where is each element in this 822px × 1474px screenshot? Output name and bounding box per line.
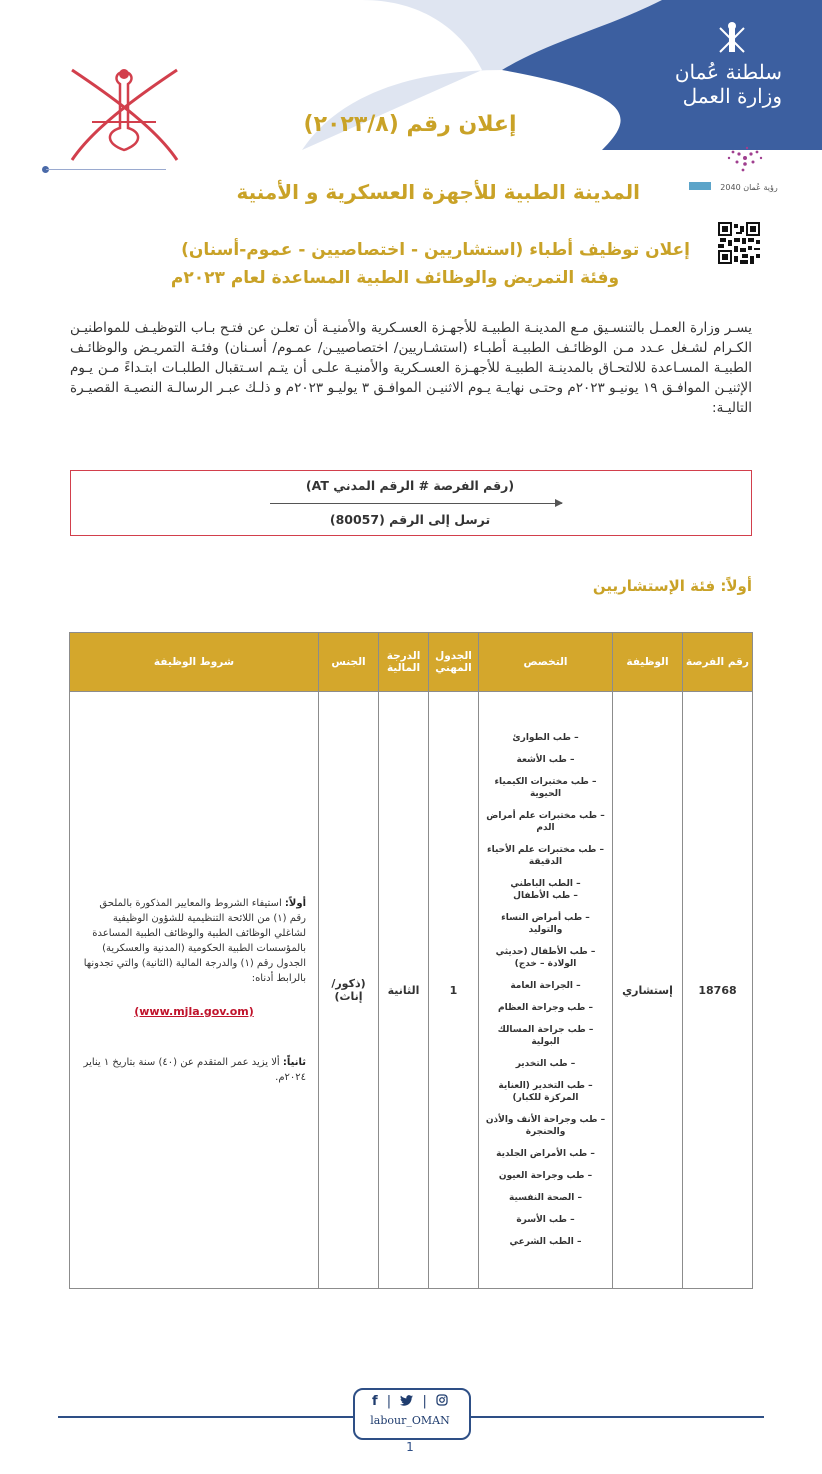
section-title: أولاً: فئة الإستشاريين <box>592 577 752 595</box>
decorative-line <box>46 169 166 170</box>
announcement-subtitle-line1: إعلان توظيف أطباء (استشاريين - اختصاصيين - عموم-أسنان) <box>181 240 690 260</box>
cell-opportunity-no: 18768 <box>683 692 753 1289</box>
condition-1 <box>82 896 306 986</box>
footer-divider-right <box>468 1416 764 1418</box>
separator: | <box>422 1394 427 1409</box>
vision-logo-label: رؤية عُمان 2040 <box>720 183 778 192</box>
page-number: 1 <box>406 1440 414 1454</box>
table-row <box>70 692 753 1289</box>
intro-paragraph: يسـر وزارة العمـل بالتنسـيق مـع المدينـة الطبيـة للأجهـزة العسـكرية والأمنيـة أن تعلـن عن فتـح بـاب التوظيـف للمواطنيـن الكـرام لشـغل عـدد مـن الوظائـف الطبيـة أطبـاء (استشـاريين/ اختصاصييـن/ عمـوم/ أسـنان) وفئـة التمريـض والوظائـف الطبيـة المسـاعدة للالتحـاق بالمدينـة الطبيـة للأجهـزة العسـكرية والأمنيـة علـى أن يتـم اسـتقبال الطلبـات ابتـداءً مـن يـوم الإثنيـن الموافـق ١٩ يونيـو ٢٠٢٣م وحتـى نهايـة يـوم الاثنيـن الموافـق ٣ يوليـو ٢٠٢٣م و ذلـك عبـر الرسالـة النصيـة القصيـرة التاليـة: <box>70 320 753 416</box>
specialty-item: – طب الأمراض الجلدية <box>496 1149 595 1159</box>
jobs-table <box>69 632 753 1289</box>
organization-title: المدينة الطبية للأجهزة العسكرية و الأمنية <box>236 180 640 204</box>
header-specialty: التخصص <box>479 633 613 692</box>
table-header-row <box>70 633 753 692</box>
header-grade-table: الجدول المهني <box>429 633 479 692</box>
announcement-title: إعلان رقم (٢٠٢٣/٨) <box>303 112 517 137</box>
specialty-item: – طب التخدير <box>515 1059 576 1069</box>
specialty-item: – طب الأطفال (حديثي الولادة – خدج) <box>495 947 596 969</box>
header-position: الوظيفة <box>613 633 683 692</box>
oman-national-emblem-icon <box>62 60 187 170</box>
specialty-item: – الطب الباطني <box>510 879 581 889</box>
specialty-item: – طب الطوارئ <box>512 733 579 743</box>
cell-specialties <box>479 692 613 1289</box>
qr-code-icon[interactable] <box>718 222 760 264</box>
ministry-name-line1: سلطنة عُمان <box>674 60 782 84</box>
ministry-name-line2: وزارة العمل <box>682 84 782 108</box>
specialty-item: – الصحة النفسية <box>509 1193 582 1203</box>
cell-financial-grade: الثانية <box>379 692 429 1289</box>
header-gender: الجنس <box>319 633 379 692</box>
specialty-item: – الجراحة العامة <box>510 981 581 991</box>
specialty-item: – طب وجراحة العظام <box>498 1003 593 1013</box>
specialty-item: – طب الأسرة <box>516 1215 575 1225</box>
specialty-item: – طب وجراحة الأنف والأذن والحنجرة <box>485 1115 606 1137</box>
oman-vision-2040-logo <box>685 140 805 200</box>
header-opportunity-no: رقم الفرصة <box>683 633 753 692</box>
social-icons-row <box>353 1394 467 1409</box>
specialty-item: – طب مختبرات علم أمراض الدم <box>486 811 605 833</box>
condition-2-text: ألا يزيد عمر المتقدم عن (٤٠) سنة بتاريخ ١ يناير ٢٠٢٤م. <box>83 1056 306 1083</box>
cell-gender: (ذكور/ إناث) <box>319 692 379 1289</box>
ministry-logo <box>662 20 782 108</box>
twitter-icon[interactable] <box>400 1395 413 1406</box>
specialty-item: – طب جراحة المسالك البولية <box>497 1025 594 1047</box>
sms-format: (رقم الفرصة # الرقم المدني AT) <box>305 478 515 493</box>
specialty-item: – طب الأطفال <box>513 891 578 901</box>
social-handle[interactable]: labour_OMAN <box>370 1414 450 1427</box>
cell-conditions <box>70 692 319 1289</box>
specialty-item: – الطب الشرعي <box>509 1237 582 1247</box>
instagram-icon[interactable] <box>436 1394 448 1406</box>
condition-1-lead: أولاً: <box>284 897 306 909</box>
specialty-item: – طب وجراحة العيون <box>498 1171 593 1181</box>
separator: | <box>386 1394 392 1409</box>
arrow-right-icon <box>555 499 563 507</box>
specialty-item: – طب مختبرات الكيمياء الحيوية <box>494 777 597 799</box>
specialty-item: – طب أمراض النساء والتوليد <box>501 913 590 935</box>
header-financial-grade: الدرجة المالية <box>379 633 429 692</box>
specialty-item: – طب التخدير (العناية المركزة للكبار) <box>498 1081 593 1103</box>
specialty-list <box>479 727 612 1253</box>
specialty-item: – طب مختبرات علم الأحياء الدقيقة <box>487 845 604 867</box>
sms-send-to: ترسل إلى الرقم (80057) <box>329 512 491 527</box>
condition-2-lead: ثانياً: <box>282 1056 306 1068</box>
header-conditions: شروط الوظيفة <box>70 633 319 692</box>
cell-grade-table: 1 <box>429 692 479 1289</box>
cell-position: إستشاري <box>613 692 683 1289</box>
mjla-website-link[interactable]: (www.mjla.gov.om) <box>134 1004 254 1018</box>
condition-1-text: استيفاء الشروط والمعايير المذكورة بالملحق رقم (١) من اللائحة التنظيمية للشؤون الوظيفية لشاغلي الوظائف الطبية والوظائف الطبية المساعدة بالمؤسسات الطبية الحكومية (المدنية والعسكرية) الجدول رقم (١) والدرجة المالية (الثانية) والتي تجدونها بالرابط أدناه: <box>83 897 306 984</box>
specialty-item: – طب الأشعة <box>516 755 575 765</box>
footer-divider-left <box>58 1416 353 1418</box>
condition-2 <box>82 1055 306 1085</box>
facebook-icon[interactable]: f <box>372 1394 378 1409</box>
oman-emblem-small-icon <box>712 20 752 60</box>
announcement-subtitle-line2: وفئة التمريض والوظائف الطبية المساعدة لعام ٢٠٢٣م <box>170 268 620 288</box>
arrow-line <box>270 503 562 504</box>
